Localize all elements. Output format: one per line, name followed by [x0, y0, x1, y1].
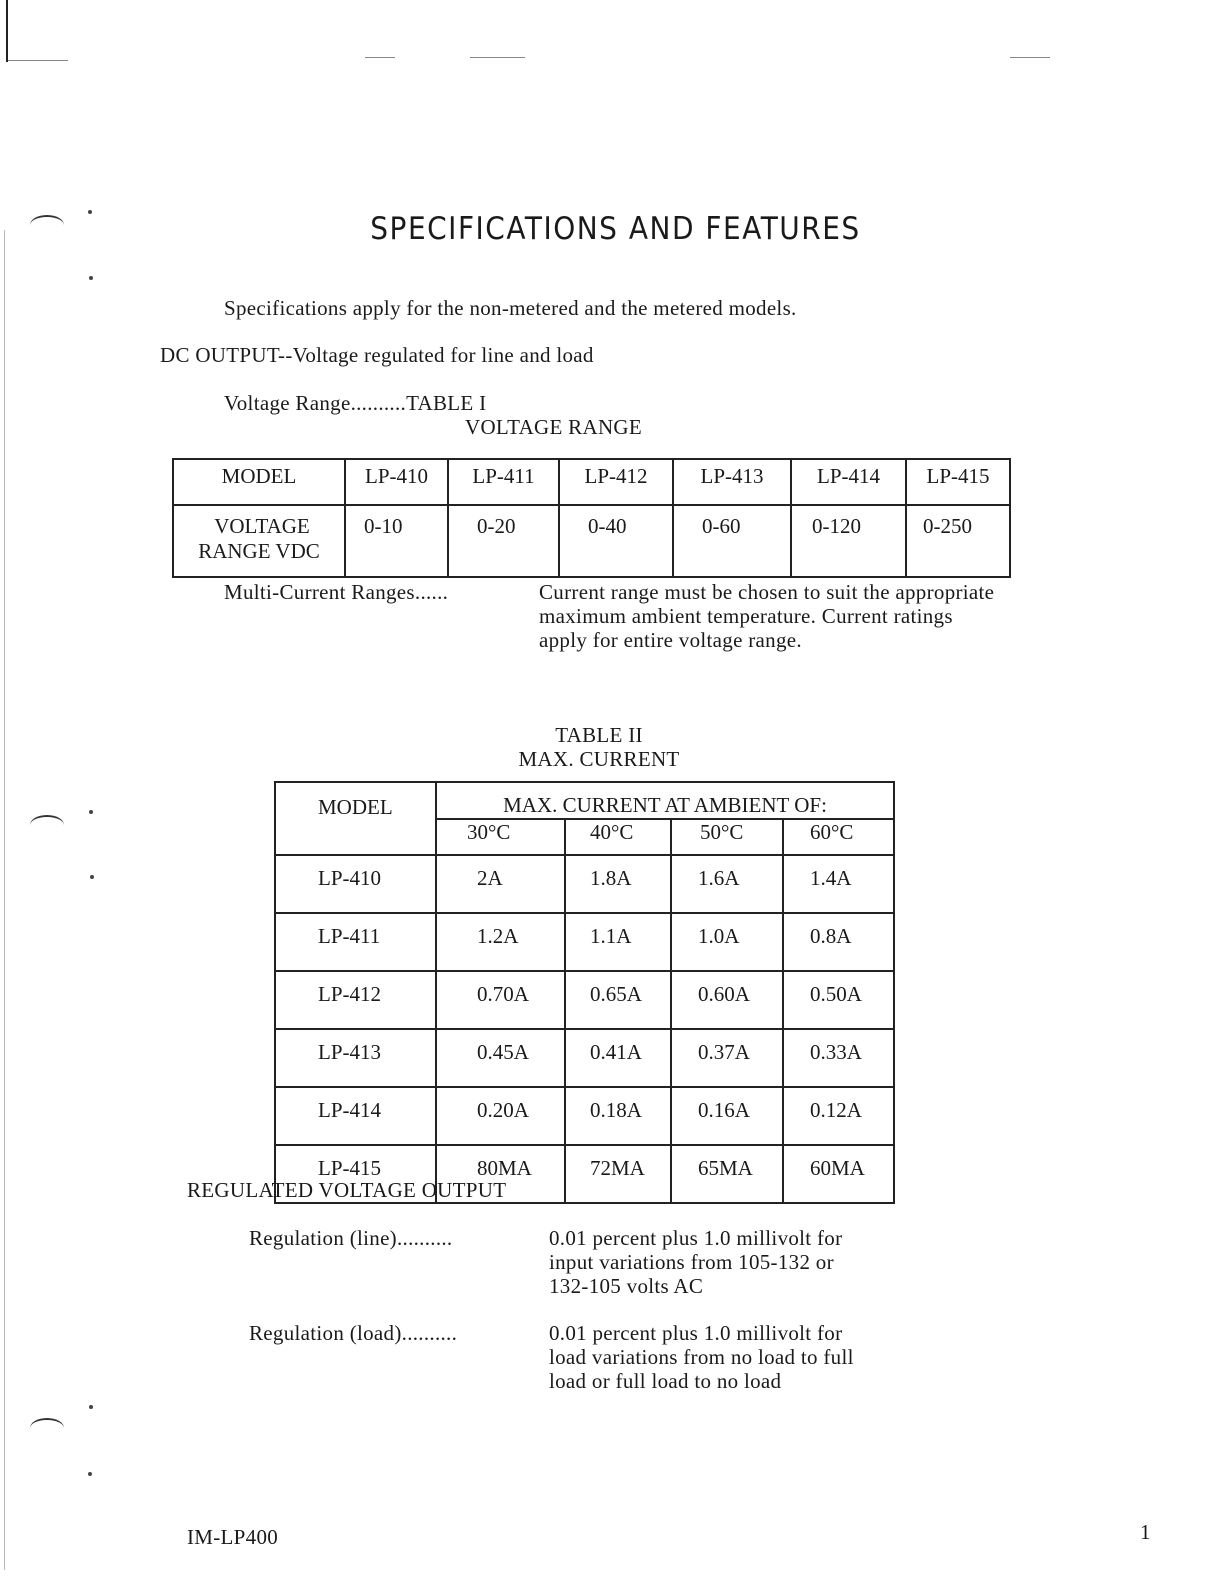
table1-range: 0-20	[448, 505, 559, 577]
table1-model: LP-413	[673, 459, 791, 505]
table1-range: 0-120	[791, 505, 906, 577]
table2-value-cell: 1.2A	[436, 913, 565, 971]
table1-model: LP-411	[448, 459, 559, 505]
table1-range: 0-60	[673, 505, 791, 577]
page-title: SPECIFICATIONS AND FEATURES	[370, 210, 861, 247]
scan-edge-line	[4, 230, 5, 1570]
table2-value-cell: 0.60A	[671, 971, 783, 1029]
regulated-heading: REGULATED VOLTAGE OUTPUT	[187, 1178, 507, 1202]
table2-value-cell: 1.6A	[671, 855, 783, 913]
regulation-line-label: Regulation (line)..........	[249, 1226, 453, 1250]
multi-current-desc-2: maximum ambient temperature. Current ratings	[539, 604, 953, 628]
table2-model-cell: LP-411	[275, 913, 436, 971]
table1-range: 0-10	[345, 505, 448, 577]
regulation-line-desc-3: 132-105 volts AC	[549, 1274, 704, 1298]
regulation-load-desc-2: load variations from no load to full	[549, 1345, 854, 1369]
table2-value-cell: 72MA	[565, 1145, 671, 1203]
scan-speck	[88, 1472, 92, 1476]
scan-edge-line	[6, 0, 8, 62]
multi-current-desc-1: Current range must be chosen to suit the appropriate	[539, 580, 995, 604]
regulation-line-desc-1: 0.01 percent plus 1.0 millivolt for	[549, 1226, 843, 1250]
regulation-load-label: Regulation (load)..........	[249, 1321, 458, 1345]
table2-temp-header: 60°C	[783, 819, 894, 855]
page-number: 1	[1140, 1520, 1151, 1544]
table1-model: LP-415	[906, 459, 1010, 505]
footer-doc-id: IM-LP400	[187, 1525, 279, 1549]
scan-speck	[89, 1405, 93, 1409]
table2-group-header: MAX. CURRENT AT AMBIENT OF:	[436, 782, 894, 819]
table2-value-cell: 0.16A	[671, 1087, 783, 1145]
binder-hole-mark	[30, 1418, 64, 1438]
table-row	[275, 855, 894, 913]
dc-output-heading: DC OUTPUT--Voltage regulated for line and load	[160, 343, 594, 367]
table1-model-header: MODEL	[173, 459, 345, 505]
table1-row-label: VOLTAGE RANGE VDC	[173, 505, 345, 577]
intro-text: Specifications apply for the non-metered and the metered models.	[224, 296, 797, 320]
table2-value-cell: 1.8A	[565, 855, 671, 913]
regulation-load-desc-3: load or full load to no load	[549, 1369, 782, 1393]
table2-value-cell: 0.18A	[565, 1087, 671, 1145]
multi-current-desc-3: apply for entire voltage range.	[539, 628, 802, 652]
scan-edge-dash	[470, 57, 525, 58]
table2-value-cell: 0.65A	[565, 971, 671, 1029]
table2-value-cell: 0.50A	[783, 971, 894, 1029]
regulation-load-desc-1: 0.01 percent plus 1.0 millivolt for	[549, 1321, 843, 1345]
regulation-line-desc-2: input variations from 105-132 or	[549, 1250, 834, 1274]
table2-value-cell: 1.1A	[565, 913, 671, 971]
table-row	[275, 1029, 894, 1087]
binder-hole-mark	[30, 815, 64, 835]
scan-edge-dash	[1010, 57, 1050, 58]
voltage-range-table	[172, 458, 1011, 578]
table2-value-cell: 0.20A	[436, 1087, 565, 1145]
table2-value-cell: 0.8A	[783, 913, 894, 971]
table-row	[275, 913, 894, 971]
scan-edge-dash	[365, 57, 395, 58]
voltage-range-label: Voltage Range..........TABLE I	[224, 391, 487, 415]
table2-model-cell: LP-412	[275, 971, 436, 1029]
table2-caption-1: TABLE II	[555, 723, 643, 747]
table1-range: 0-250	[906, 505, 1010, 577]
table2-model-cell: LP-413	[275, 1029, 436, 1087]
table2-value-cell: 2A	[436, 855, 565, 913]
multi-current-label: Multi-Current Ranges......	[224, 580, 449, 604]
table-row	[275, 971, 894, 1029]
table2-temp-header: 30°C	[436, 819, 565, 855]
scan-speck	[89, 276, 93, 280]
scan-speck	[90, 875, 94, 879]
table2-value-cell: 60MA	[783, 1145, 894, 1203]
table2-temp-header: 40°C	[565, 819, 671, 855]
table1-range: 0-40	[559, 505, 673, 577]
table2-model-header: MODEL	[275, 782, 436, 855]
max-current-table	[274, 781, 895, 1204]
table2-value-cell: 0.70A	[436, 971, 565, 1029]
table2-model-cell: LP-414	[275, 1087, 436, 1145]
table2-value-cell: 0.41A	[565, 1029, 671, 1087]
table2-caption-2: MAX. CURRENT	[518, 747, 680, 771]
table2-value-cell: 65MA	[671, 1145, 783, 1203]
table1-caption: VOLTAGE RANGE	[465, 415, 643, 439]
table2-value-cell: 80MA	[436, 1145, 565, 1203]
scan-edge-dash	[8, 60, 68, 61]
table2-value-cell: 0.33A	[783, 1029, 894, 1087]
table2-model-cell: LP-415	[275, 1145, 436, 1203]
table2-value-cell: 0.37A	[671, 1029, 783, 1087]
table1-model: LP-410	[345, 459, 448, 505]
table2-value-cell: 0.12A	[783, 1087, 894, 1145]
table2-value-cell: 0.45A	[436, 1029, 565, 1087]
table2-model-cell: LP-410	[275, 855, 436, 913]
table1-model: LP-412	[559, 459, 673, 505]
table2-value-cell: 1.0A	[671, 913, 783, 971]
table-row	[275, 1087, 894, 1145]
table2-temp-header: 50°C	[671, 819, 783, 855]
scan-speck	[89, 810, 93, 814]
table1-model: LP-414	[791, 459, 906, 505]
table2-value-cell: 1.4A	[783, 855, 894, 913]
